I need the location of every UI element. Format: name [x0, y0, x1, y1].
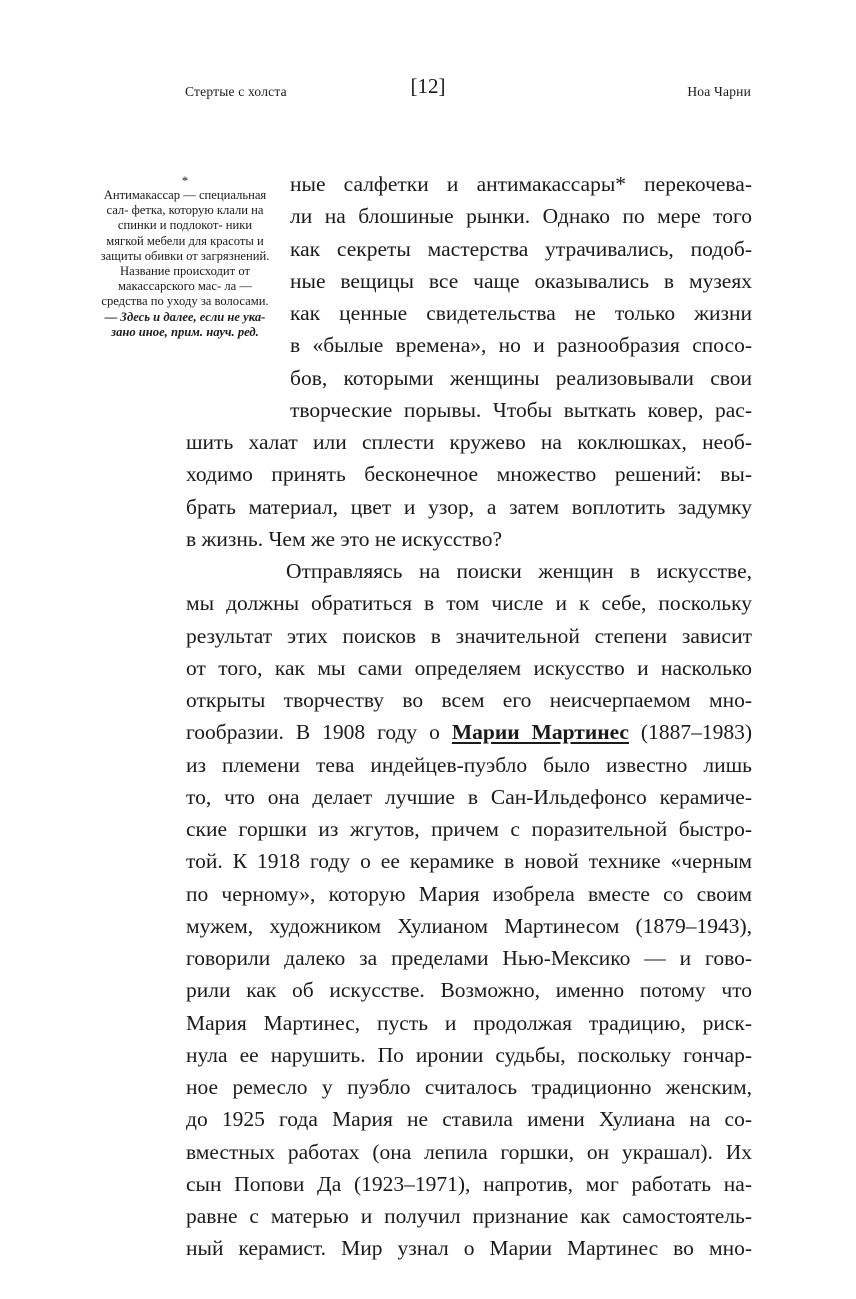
running-header-title: Стертые с холста	[185, 84, 287, 99]
footnote-editor-note: — Здесь	[104, 309, 151, 324]
page-number: [12]	[410, 74, 446, 98]
footnote-line: фетка, которую клали	[131, 203, 249, 218]
footnote-line: от макассарского мас-	[118, 264, 250, 294]
footnote-editor-note: и далее, если не ука-	[153, 309, 266, 324]
text-line: из племени тева индейцев-пуэбло было известно лишь	[186, 752, 752, 777]
paragraph-start-line: Отправляясь на поиски женщин в искусстве,	[286, 559, 752, 583]
text-segment: гообразии. В 1908 году о	[186, 720, 452, 745]
text-line: мы должны обратиться в том числе и к себе, поскольку	[186, 591, 752, 616]
text-line: шить халат или сплести кружево на коклюшках, необ-	[186, 430, 752, 454]
text-line: равне с матерью и получил признание как самостоятель-	[186, 1204, 752, 1228]
text-line: вместных работах (она лепила горшки, он украшал). Их	[186, 1139, 752, 1164]
footnote-editor-note: ред.	[237, 324, 259, 339]
text-line: рили как об искусстве. Возможно, именно потому что	[186, 978, 752, 1003]
footnote-line: для красоты и защиты	[100, 233, 264, 263]
text-line: ходимо принять бесконечное множество решений: вы-	[186, 462, 752, 487]
footnote-editor-note: зано иное, прим. науч.	[111, 324, 235, 339]
text-line: ные салфетки и антимакассары* перекочева-	[290, 172, 752, 196]
footnote-line: ники мягкой мебели	[106, 218, 253, 248]
text-line: как секреты мастерства утрачивались, подоб-	[290, 236, 752, 261]
person-link-maria-martinez[interactable]: Марии Мартинес	[451, 720, 629, 745]
text-line: от того, как мы сами определяем искусство и насколько	[186, 655, 752, 680]
footnote-line-text: за волосами.	[200, 294, 269, 309]
text-line: мужем, художником Хулианом Мартинесом (1879–1943),	[186, 913, 752, 938]
text-segment: (1887–1983)	[628, 720, 752, 745]
footnote-line: Название происходит	[120, 264, 236, 279]
text-line: как ценные свидетельства не только жизни	[290, 301, 752, 325]
body-text	[186, 168, 752, 1265]
footnote-line: обивки от загрязнений.	[144, 248, 270, 263]
text-line: творческие порывы. Чтобы выткать ковер, рас-	[290, 397, 752, 422]
text-line: ские горшки из жгутов, причем с поразительной быстро-	[186, 817, 752, 841]
text-line: сын Попови Да (1923–1971), напротив, мог работать на-	[186, 1171, 752, 1196]
text-line: ли на блошиные рынки. Однако по мере того	[290, 204, 752, 229]
text-line: говорили далеко за пределами Нью-Мексико — и гово-	[186, 946, 752, 970]
text-line: открыты творчеству во всем его неисчерпаемом мно-	[186, 688, 752, 712]
text-line: результат этих поисков в значительной степени зависит	[186, 623, 752, 648]
text-line: брать материал, цвет и узор, а затем воплотить задумку	[186, 494, 752, 519]
footnote-line: Антимакассар —	[103, 188, 196, 202]
text-line: бов, которыми женщины реализовывали свои	[290, 365, 752, 390]
text-line: ные вещицы все чаще оказывались в музеях	[290, 268, 752, 293]
running-header-author: Ноа Чарни	[687, 84, 751, 99]
text-line: по черному», которую Мария изобрела вместе со своим	[186, 881, 752, 906]
text-line: до 1925 года Мария не ставила имени Хулиана на со-	[186, 1107, 752, 1132]
text-line	[186, 716, 752, 748]
footnote-line: ла — средства по уходу	[101, 279, 252, 309]
text-line: той. К 1918 году о ее керамике в новой технике «черным	[186, 849, 752, 874]
text-line: Мария Мартинес, пусть и продолжая традицию, риск-	[186, 1010, 752, 1035]
footnote-marker: *	[181, 173, 189, 188]
text-line: в жизнь. Чем же это не искусство?	[186, 526, 503, 551]
text-line: в «былые времена», но и разнообразия спосо-	[290, 333, 752, 358]
text-line: ный керамист. Мир узнал о Марии Мартинес во мно-	[186, 1236, 752, 1261]
text-line: нула ее нарушить. По иронии судьбы, поскольку гончар-	[186, 1042, 752, 1067]
text-line: то, что она делает лучшие в Сан-Ильдефонсо керамиче-	[186, 784, 752, 809]
footnote-line: на спинки и подлокот-	[117, 203, 264, 233]
footnote-line: специальная сал-	[106, 188, 267, 218]
text-line: ное ремесло у пуэбло считалось традиционно женским,	[186, 1075, 752, 1099]
